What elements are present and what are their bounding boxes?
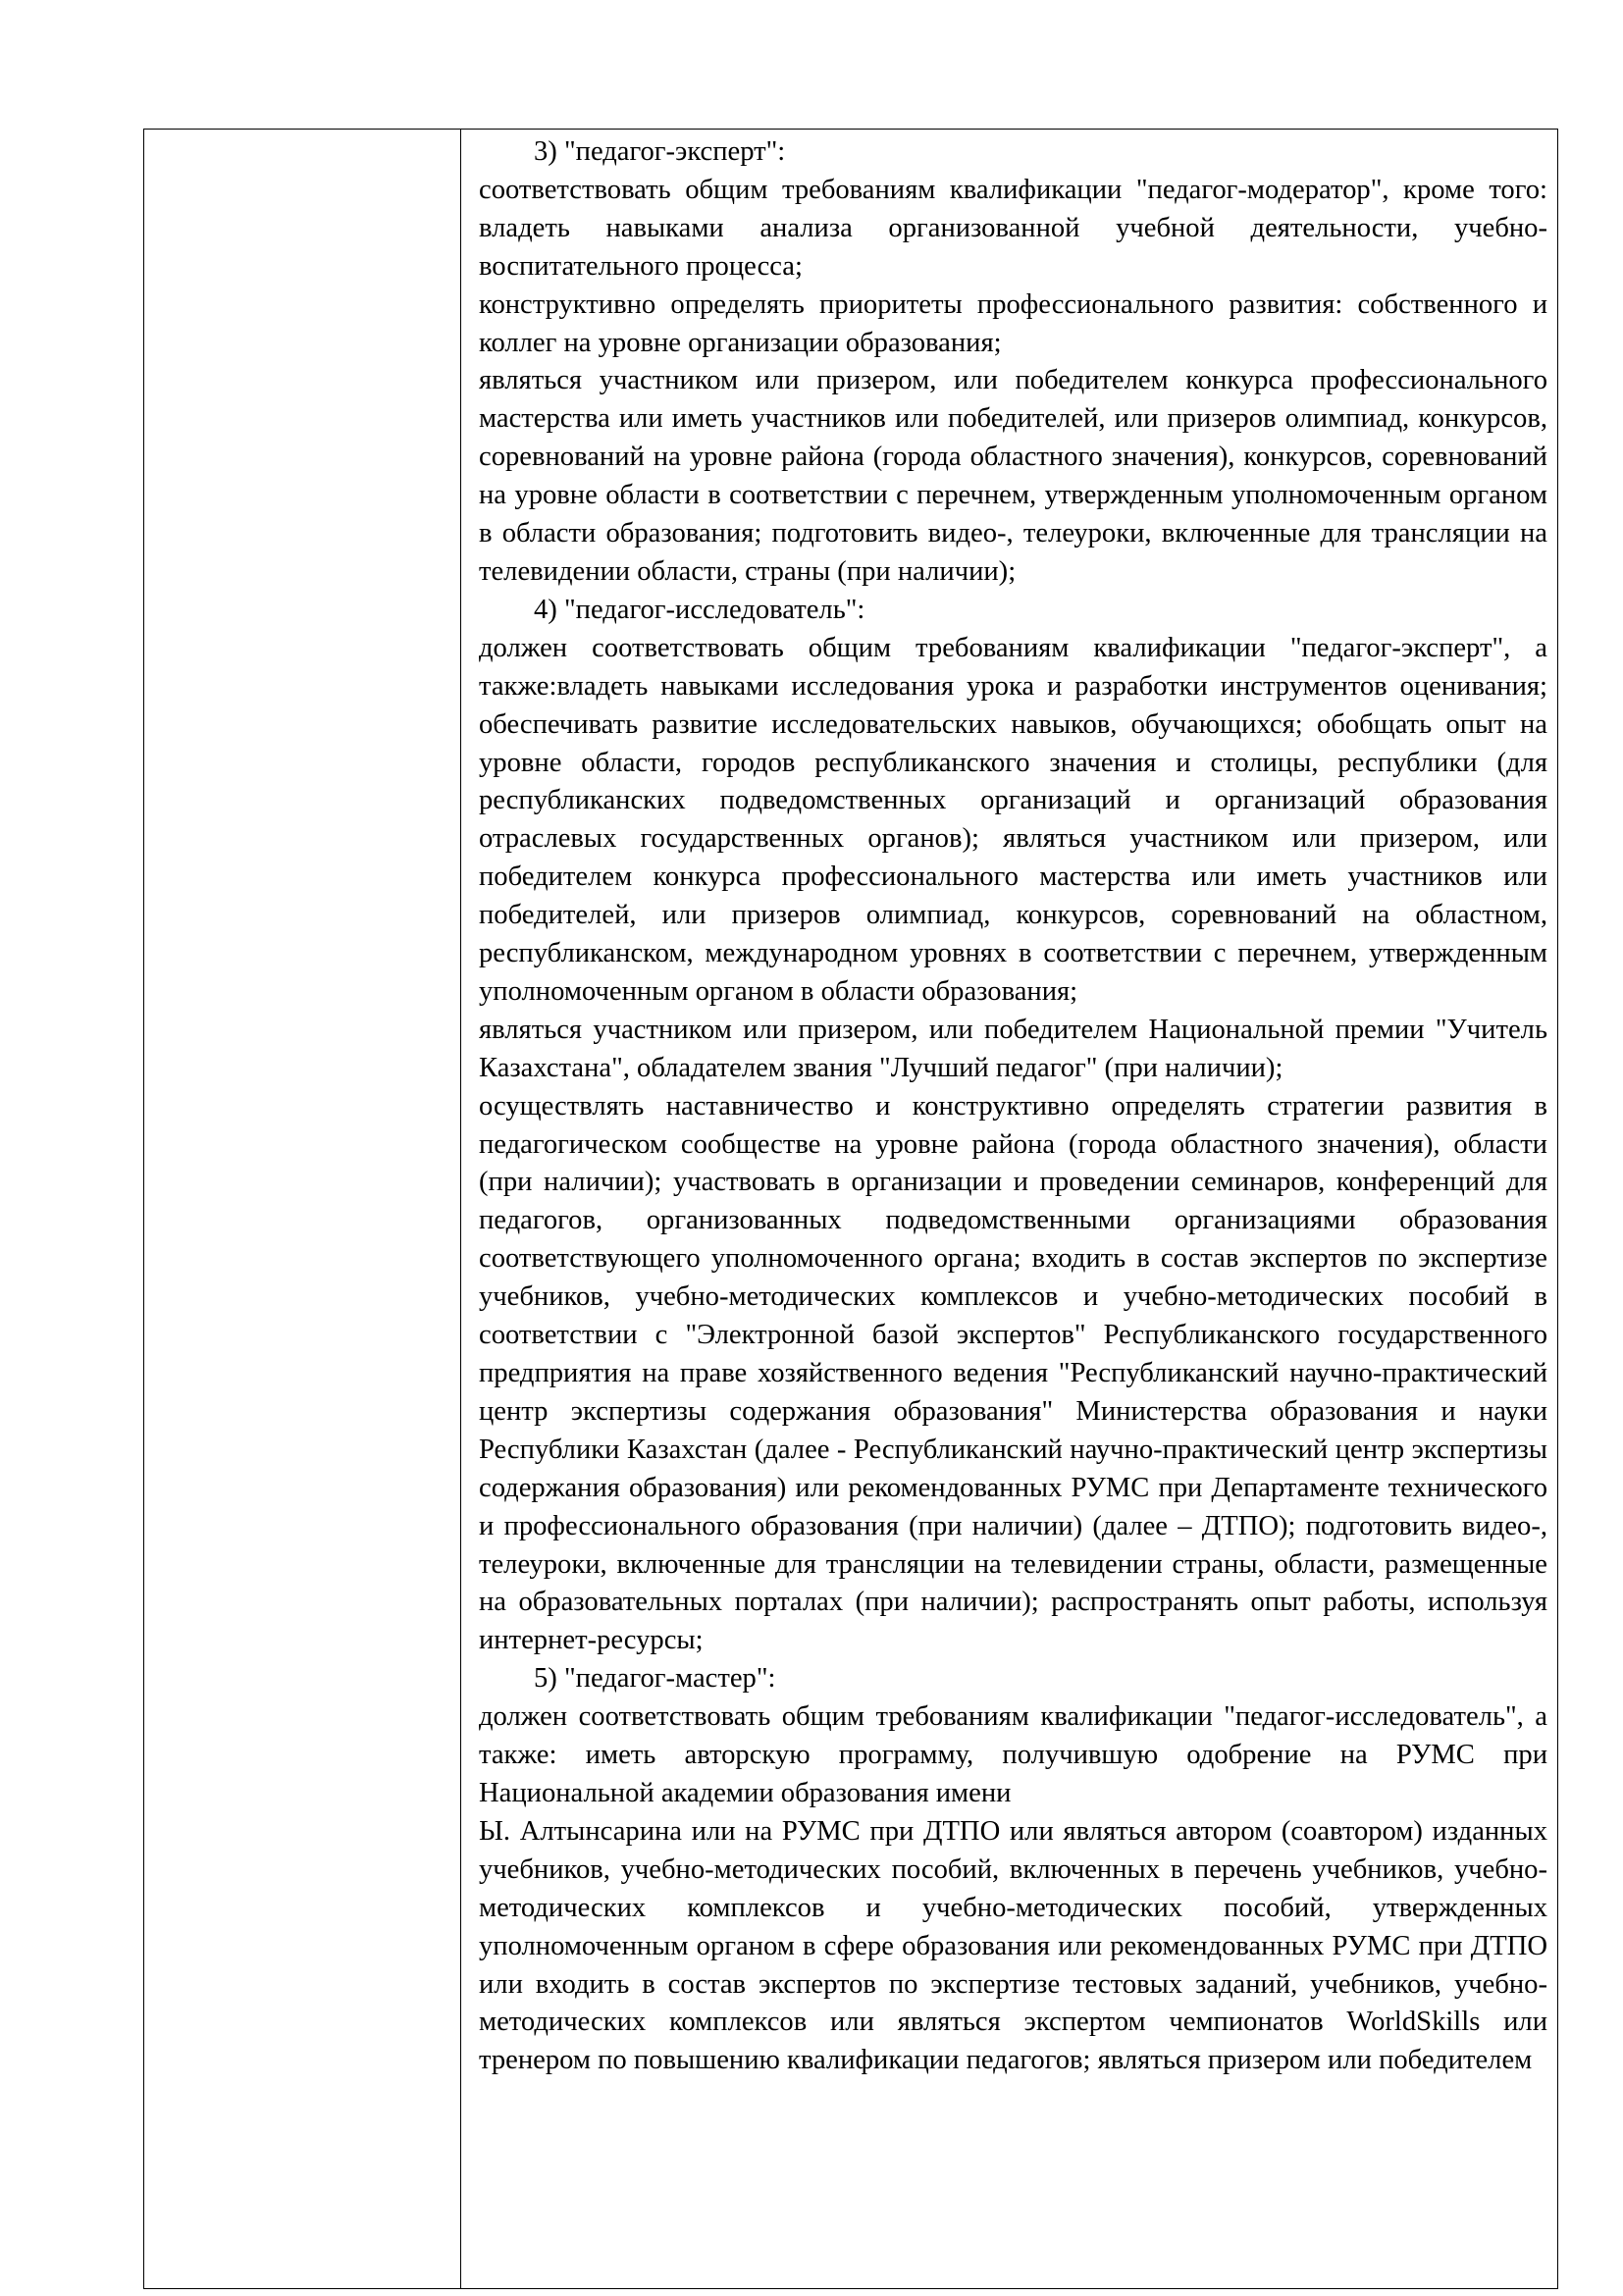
- heading-pedagog-researcher: 4) "педагог-исследователь":: [534, 594, 865, 625]
- paragraph: должен соответствовать общим требованиям квалификации "педагог-исследователь", а также: иметь авторскую программу, получившую одобрение на РУМС при Национальной академии образования имени: [479, 1701, 1547, 1808]
- paragraph: являться участником или призером, или победителем Национальной премии "Учитель Казахстана", обладателем звания "Лучший педагог" (при наличии);: [479, 1014, 1547, 1083]
- paragraph: конструктивно определять приоритеты профессионального развития: собственного и коллег на уровне организации образования;: [479, 288, 1547, 358]
- requirements-cell: [461, 130, 1558, 2289]
- paragraph: являться участником или призером, или победителем конкурса профессионального мастерства или иметь участников или победителей, или призеров олимпиад, конкурсов, соревнований на уровне района (города областного значения), конкурсов, соревнований на уровне области в соответствии с перечнем, утвержденным уполномоченным органом в области образования; подготовить видео-, телеуроки, включенные для трансляции на телевидении области, страны (при наличии);: [479, 365, 1547, 587]
- requirements-text: [461, 130, 1557, 2080]
- heading-pedagog-expert: 3) "педагог-эксперт":: [534, 136, 786, 167]
- table-row: [144, 130, 1558, 2289]
- heading-pedagog-master: 5) "педагог-мастер":: [534, 1663, 776, 1695]
- paragraph: Ы. Алтынсарина или на РУМС при ДТПО или являться автором (соавтором) изданных учебников, учебно-методических пособий, включенных в перечень учебников, учебно-методических комплексов и учебно-методических пособий, утвержденных уполномоченным органом в сфере образования или рекомендованных РУМС при ДТПО или входить в состав экспертов по экспертизе тестовых заданий, учебников, учебно-методических комплексов или являться экспертом чемпионатов WorldSkills или тренером по повышению квалификации педагогов; являться призером или победителем: [479, 1815, 1547, 2076]
- paragraph: осуществлять наставничество и конструктивно определять стратегии развития в педагогическом сообществе на уровне района (города областного значения), области (при наличии); участвовать в организации и проведении семинаров, конференций для педагогов, организованных подведомственными организациями образования соответствующего уполномоченного органа; входить в состав экспертов по экспертизе учебников, учебно-методических комплексов и учебно-методических пособий в соответствии с "Электронной базой экспертов" Республиканского государственного предприятия на праве хозяйственного ведения "Республиканский научно-практический центр экспертизы содержания образования" Министерства образования и науки Республики Казахстан (далее - Республиканский научно-практический центр экспертизы содержания образования) или рекомендованных РУМС при Департаменте технического и профессионального образования (при наличии) (далее – ДТПО); подготовить видео-, телеуроки, включенные для трансляции на телевидении страны, области, размещенные на образовательных порталах (при наличии); распространять опыт работы, используя интернет-ресурсы;: [479, 1090, 1547, 1656]
- paragraph: должен соответствовать общим требованиям квалификации "педагог-эксперт", а также:владеть навыками исследования урока и разработки инструментов оценивания; обеспечивать развитие исследовательских навыков, обучающихся; обобщать опыт на уровне области, городов республиканского значения и столицы, республики (для республиканских подведомственных организаций и организаций образования отраслевых государственных органов); являться участником или призером, или победителем конкурса профессионального мастерства или иметь участников или победителей, или призеров олимпиад, конкурсов, соревнований на областном, республиканском, международном уровнях в соответствии с перечнем, утвержденным уполномоченным органом в области образования;: [479, 632, 1547, 1007]
- empty-left-cell: [144, 130, 461, 2289]
- paragraph: соответствовать общим требованиям квалификации "педагог-модератор", кроме того: владеть навыками анализа организованной учебной деятельности, учебно-воспитательного процесса;: [479, 174, 1547, 282]
- requirements-table: [143, 129, 1558, 2289]
